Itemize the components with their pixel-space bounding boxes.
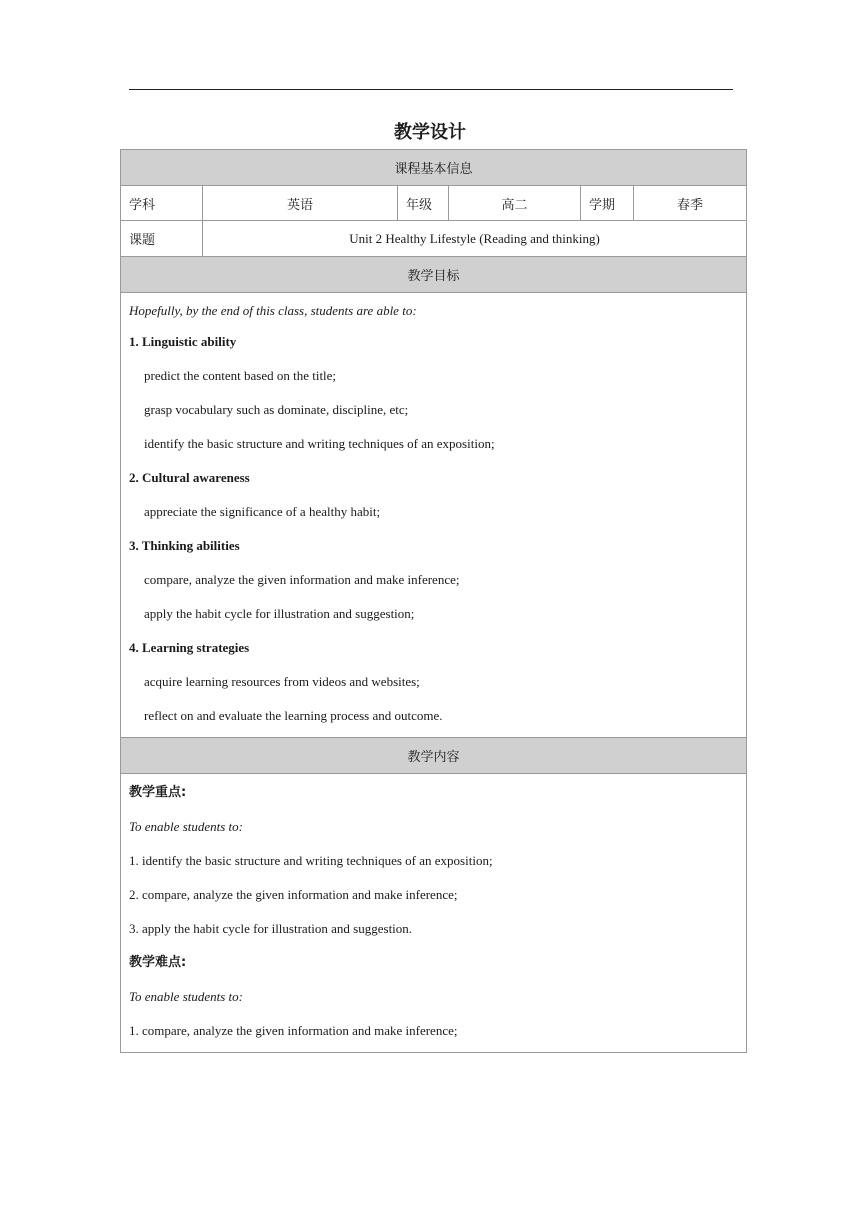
objective-heading-learning: 4. Learning strategies: [129, 640, 250, 655]
key-point-item: 2. compare, analyze the given information and make inference;: [129, 887, 458, 902]
objective-heading-thinking: 3. Thinking abilities: [129, 538, 240, 553]
objective-heading-cultural: 2. Cultural awareness: [129, 470, 250, 485]
topic-value: Unit 2 Healthy Lifestyle (Reading and thinking): [203, 221, 747, 257]
objective-item: appreciate the significance of a healthy habit;: [144, 504, 381, 519]
subject-label: 学科: [121, 186, 203, 221]
grade-label: 年级: [398, 186, 449, 221]
objectives-cell: [121, 293, 747, 738]
lesson-plan-table: [120, 149, 747, 1053]
key-points-intro: To enable students to:: [129, 819, 243, 834]
subject-value: 英语: [203, 186, 398, 221]
difficult-points-intro: To enable students to:: [129, 989, 243, 1004]
objective-item: grasp vocabulary such as dominate, discipline, etc;: [144, 402, 409, 417]
objective-item: compare, analyze the given information and make inference;: [144, 572, 460, 587]
key-points-heading: 教学重点:: [129, 785, 187, 800]
key-point-item: 1. identify the basic structure and writing techniques of an exposition;: [129, 853, 493, 868]
objective-item: reflect on and evaluate the learning process and outcome.: [144, 708, 443, 723]
objective-item: apply the habit cycle for illustration and suggestion;: [144, 606, 415, 621]
objectives-intro: Hopefully, by the end of this class, students are able to:: [129, 303, 417, 318]
objective-heading-linguistic: 1. Linguistic ability: [129, 334, 237, 349]
objective-item: identify the basic structure and writing techniques of an exposition;: [144, 436, 495, 451]
objective-item: predict the content based on the title;: [144, 368, 337, 383]
objective-item: acquire learning resources from videos and websites;: [144, 674, 420, 689]
key-point-item: 3. apply the habit cycle for illustration and suggestion.: [129, 921, 413, 936]
section-content: 教学内容: [121, 738, 747, 774]
header-rule: [129, 89, 733, 90]
grade-value: 高二: [449, 186, 581, 221]
content-cell: [121, 774, 747, 1053]
term-label: 学期: [581, 186, 634, 221]
section-basic-info: 课程基本信息: [121, 150, 747, 186]
document-title: 教学设计: [394, 122, 466, 143]
section-objectives: 教学目标: [121, 257, 747, 293]
difficult-point-item: 1. compare, analyze the given information and make inference;: [129, 1023, 458, 1038]
difficult-points-heading: 教学难点:: [129, 955, 187, 970]
topic-label: 课题: [121, 221, 203, 257]
term-value: 春季: [634, 186, 747, 221]
